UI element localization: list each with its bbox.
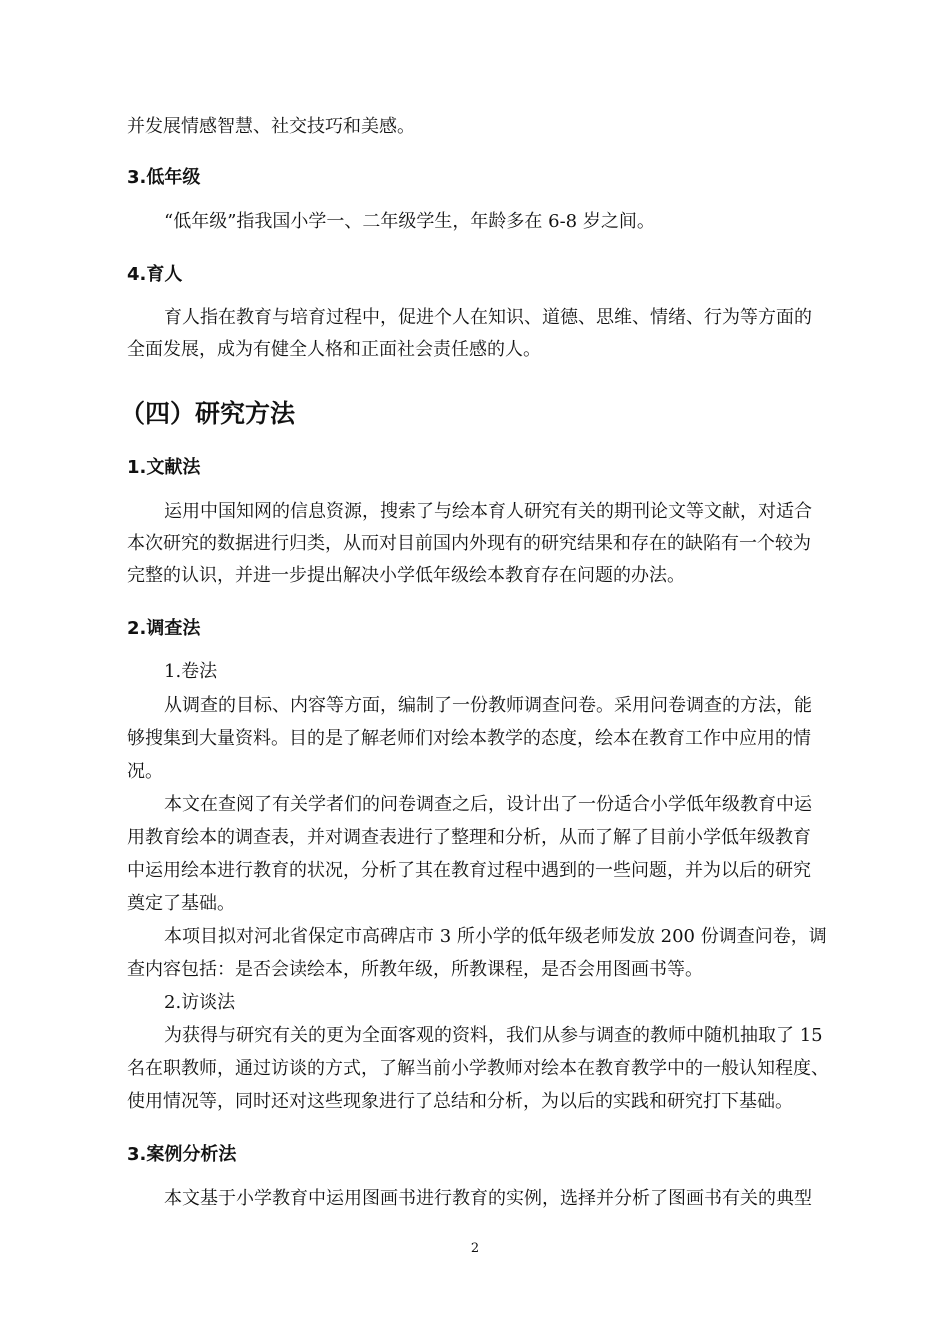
body-text-line: 本文在查阅了有关学者们的问卷调查之后，设计出了一份适合小学低年级教育中运 (164, 794, 812, 815)
section-heading-low-grade: 3.低年级 (127, 167, 201, 188)
body-text-line: 名在职教师，通过访谈的方式，了解当前小学教师对绘本在教育教学中的一般认知程度、 (127, 1058, 829, 1079)
body-text-line: “低年级”指我国小学一、二年级学生，年龄多在 6-8 岁之间。 (164, 211, 655, 232)
subheading-interview: 2.访谈法 (164, 992, 236, 1013)
body-text-line: 全面发展，成为有健全人格和正面社会责任感的人。 (127, 339, 541, 360)
body-text-line: 运用中国知网的信息资源，搜索了与绘本育人研究有关的期刊论文等文献，对适合 (164, 501, 812, 522)
section-heading-yuren: 4.育人 (127, 264, 183, 285)
body-text-line: 查内容包括：是否会读绘本，所教年级，所教课程，是否会用图画书等。 (127, 959, 703, 980)
body-text-line: 并发展情感智慧、社交技巧和美感。 (127, 116, 415, 137)
section-heading-survey: 2.调查法 (127, 618, 201, 639)
page-number: 2 (470, 1241, 480, 1256)
section-heading-case-analysis: 3.案例分析法 (127, 1144, 237, 1165)
body-text-line: 本次研究的数据进行归类，从而对目前国内外现有的研究结果和存在的缺陷有一个较为 (127, 533, 811, 554)
body-text-line: 育人指在教育与培育过程中，促进个人在知识、道德、思维、情绪、行为等方面的 (164, 307, 812, 328)
chapter-heading-methods: （四）研究方法 (120, 399, 296, 428)
body-text-line: 从调查的目标、内容等方面，编制了一份教师调查问卷。采用问卷调查的方法，能 (164, 695, 812, 716)
section-heading-literature: 1.文献法 (127, 457, 201, 478)
body-text-line: 奠定了基础。 (127, 893, 235, 914)
body-text-line: 够搜集到大量资料。目的是了解老师们对绘本教学的态度，绘本在教育工作中应用的情 (127, 728, 811, 749)
body-text-line: 使用情况等，同时还对这些现象进行了总结和分析，为以后的实践和研究打下基础。 (127, 1091, 793, 1112)
body-text-line: 况。 (127, 761, 163, 782)
body-text-line: 用教育绘本的调查表，并对调查表进行了整理和分析，从而了解了目前小学低年级教育 (127, 827, 811, 848)
body-text-line: 本文基于小学教育中运用图画书进行教育的实例，选择并分析了图画书有关的典型 (164, 1188, 812, 1209)
body-text-line: 完整的认识，并进一步提出解决小学低年级绘本教育存在问题的办法。 (127, 565, 685, 586)
subheading-questionnaire: 1.卷法 (164, 661, 218, 682)
body-text-line: 为获得与研究有关的更为全面客观的资料，我们从参与调查的教师中随机抽取了 15 (164, 1025, 823, 1046)
body-text-line: 中运用绘本进行教育的状况，分析了其在教育过程中遇到的一些问题，并为以后的研究 (127, 860, 811, 881)
body-text-line: 本项目拟对河北省保定市高碑店市 3 所小学的低年级老师发放 200 份调查问卷，调 (164, 926, 827, 947)
